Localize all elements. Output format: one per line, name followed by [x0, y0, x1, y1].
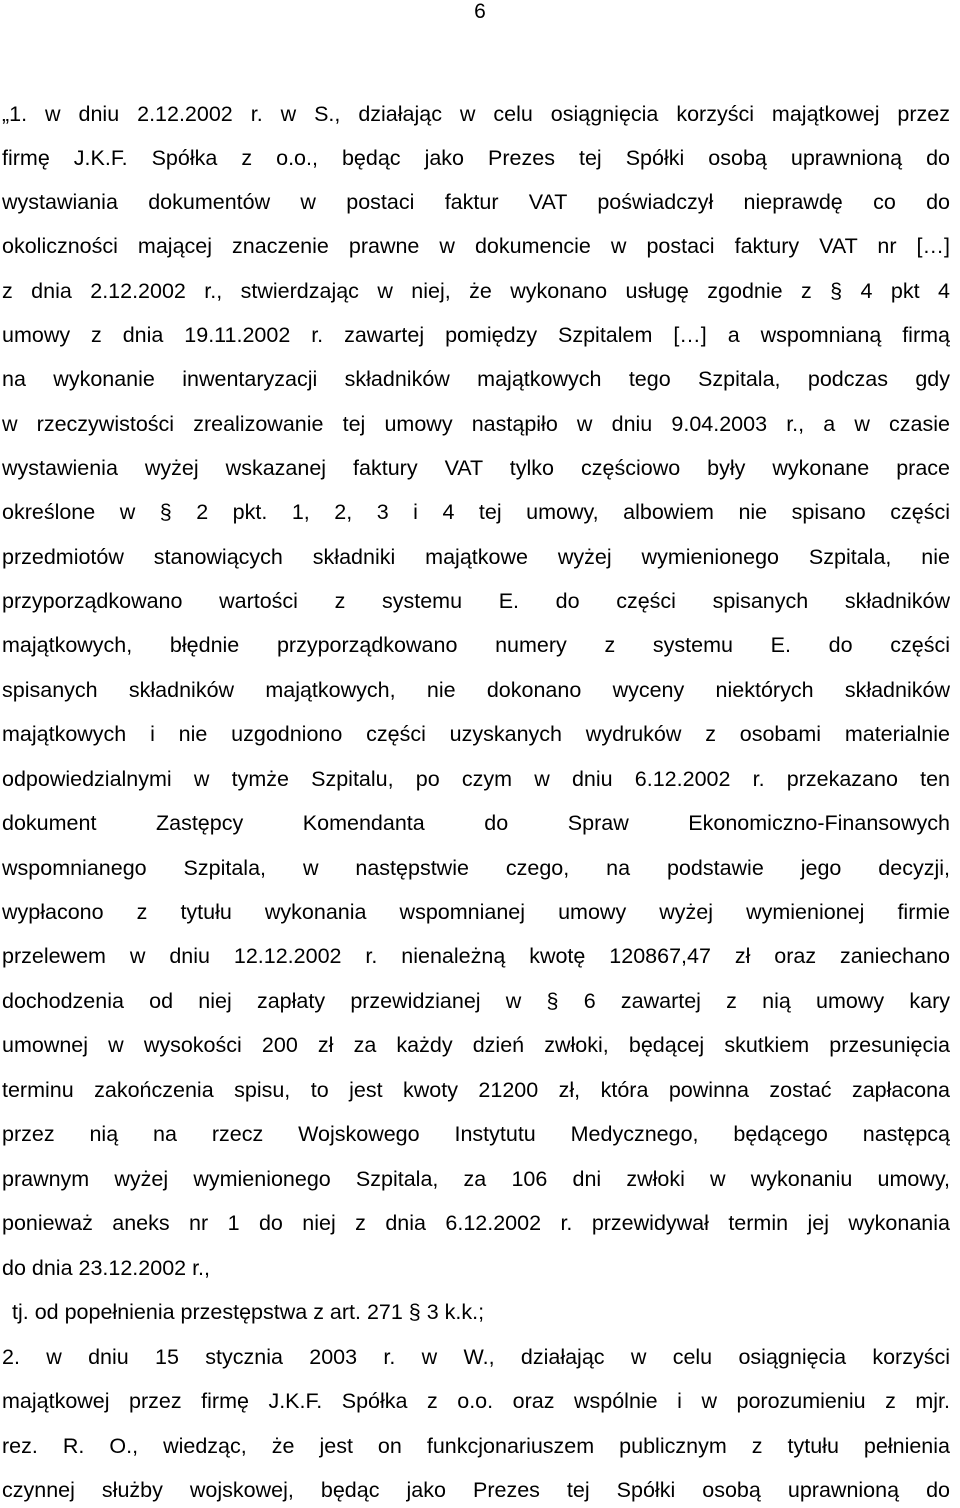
text-line: „1. w dniu 2.12.2002 r. w S., działając w celu osiągnięcia korzyści majątkowej przez — [2, 102, 950, 126]
page-number: 6 — [474, 0, 486, 23]
text-line: umowy z dnia 19.11.2002 r. zawartej pomiędzy Szpitalem […] a wspomnianą firmą — [2, 323, 950, 347]
text-line: 2. w dniu 15 stycznia 2003 r. w W., działając w celu osiągnięcia korzyści — [2, 1345, 950, 1369]
text-line: z dnia 2.12.2002 r., stwierdzając w niej, że wykonano usługę zgodnie z § 4 pkt 4 — [2, 279, 950, 303]
text-line: ponieważ aneks nr 1 do niej z dnia 6.12.2002 r. przewidywał termin jej wykonania — [2, 1211, 950, 1235]
text-line: majątkowych i nie uzgodniono części uzyskanych wydruków z osobami materialnie — [2, 722, 950, 746]
text-line: czynnej służby wojskowej, będąc jako Prezes tej Spółki osobą uprawnioną do — [2, 1478, 950, 1502]
text-line: wypłacono z tytułu wykonania wspomnianej umowy wyżej wymienionej firmie — [2, 900, 950, 924]
text-line: wspomnianego Szpitala, w następstwie czego, na podstawie jego decyzji, — [2, 856, 950, 880]
text-line: wystawiania dokumentów w postaci faktur VAT poświadczył nieprawdę co do — [2, 190, 950, 214]
text-line: dochodzenia od niej zapłaty przewidzianej w § 6 zawartej z nią umowy kary — [2, 989, 950, 1013]
text-line: okoliczności mającej znaczenie prawne w dokumencie w postaci faktury VAT nr […] — [2, 234, 950, 258]
text-line: terminu zakończenia spisu, to jest kwoty 21200 zł, która powinna zostać zapłacona — [2, 1078, 950, 1102]
text-line: odpowiedzialnymi w tymże Szpitalu, po czym w dniu 6.12.2002 r. przekazano ten — [2, 767, 950, 791]
text-line: rez. R. O., wiedząc, że jest on funkcjonariuszem publicznym z tytułu pełnienia — [2, 1434, 950, 1458]
text-line: prawnym wyżej wymienionego Szpitala, za 106 dni zwłoki w wykonaniu umowy, — [2, 1167, 950, 1191]
text-line: firmę J.K.F. Spółka z o.o., będąc jako Prezes tej Spółki osobą uprawnioną do — [2, 146, 950, 170]
text-line: majątkowych, błędnie przyporządkowano numery z systemu E. do części — [2, 633, 950, 657]
text-line: przedmiotów stanowiących składniki majątkowe wyżej wymienionego Szpitala, nie — [2, 545, 950, 569]
text-line: majątkowej przez firmę J.K.F. Spółka z o.o. oraz wspólnie i w porozumieniu z mjr. — [2, 1389, 950, 1413]
text-line: przyporządkowano wartości z systemu E. do części spisanych składników — [2, 589, 950, 613]
text-line: na wykonanie inwentaryzacji składników majątkowych tego Szpitala, podczas gdy — [2, 367, 950, 391]
text-line: przez nią na rzecz Wojskowego Instytutu Medycznego, będącego następcą — [2, 1122, 950, 1146]
text-line: w rzeczywistości zrealizowanie tej umowy nastąpiło w dniu 9.04.2003 r., a w czasie — [2, 412, 950, 436]
text-line: spisanych składników majątkowych, nie dokonano wyceny niektórych składników — [2, 678, 950, 702]
text-line: określone w § 2 pkt. 1, 2, 3 i 4 tej umowy, albowiem nie spisano części — [2, 500, 950, 524]
text-line: umownej w wysokości 200 zł za każdy dzień zwłoki, będącej skutkiem przesunięcia — [2, 1033, 950, 1057]
text-line: dokument Zastępcy Komendanta do Spraw Ekonomiczno-Finansowych — [2, 811, 950, 835]
text-line: wystawienia wyżej wskazanej faktury VAT tylko częściowo były wykonane prace — [2, 456, 950, 480]
text-line: tj. od popełnienia przestępstwa z art. 271 § 3 k.k.; — [12, 1300, 485, 1324]
text-line: przelewem w dniu 12.12.2002 r. nienależną kwotę 120867,47 zł oraz zaniechano — [2, 944, 950, 968]
text-line: do dnia 23.12.2002 r., — [2, 1256, 211, 1280]
